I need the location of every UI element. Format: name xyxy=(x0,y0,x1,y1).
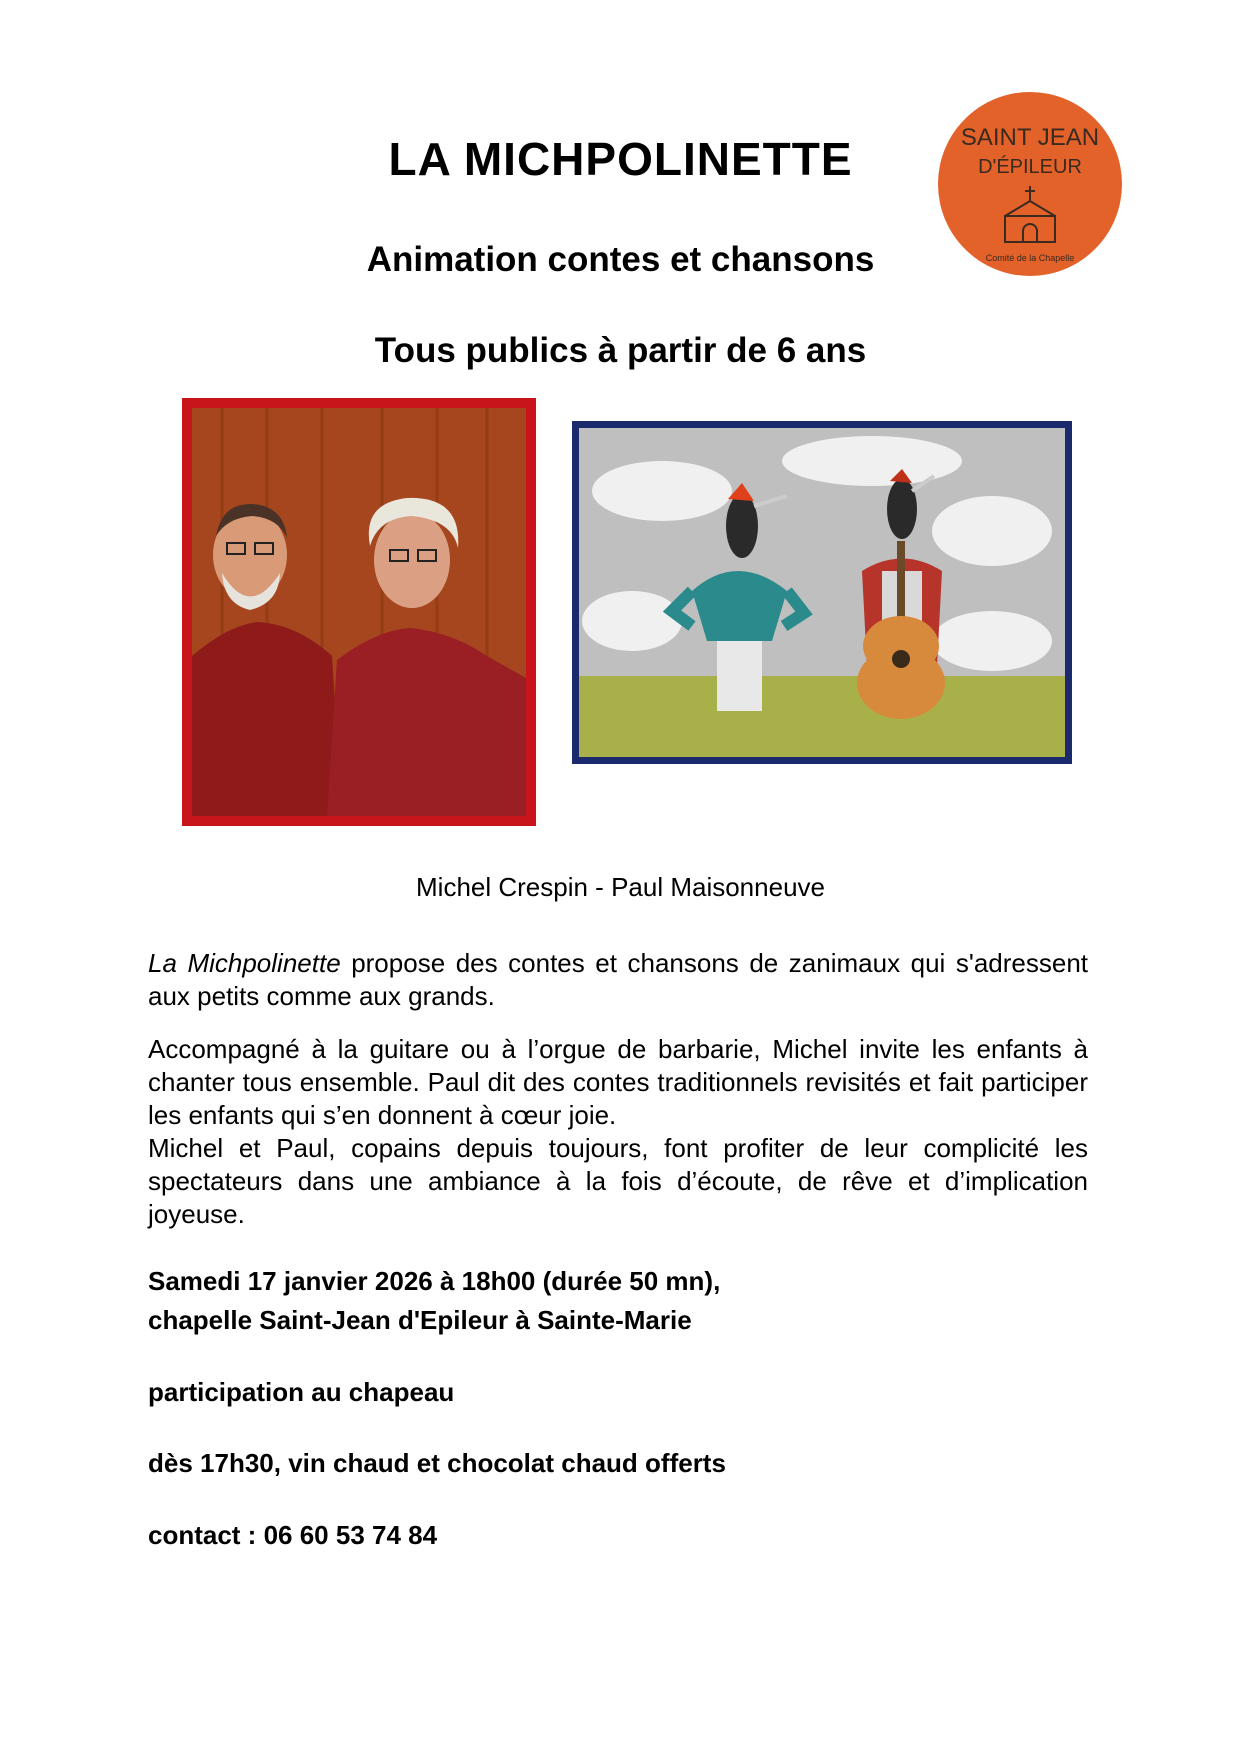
poster-subtitle: Animation contes et chansons xyxy=(366,240,875,279)
event-offer: dès 17h30, vin chaud et chocolat chaud offerts xyxy=(148,1448,726,1478)
saint-jean-logo xyxy=(937,91,1123,277)
troupe-name: La Michpolinette xyxy=(148,948,341,978)
photo-caption: Michel Crespin - Paul Maisonneuve xyxy=(416,872,825,902)
logo-tagline: Comité de la Chapelle xyxy=(985,253,1075,263)
logo-line1: SAINT JEAN xyxy=(960,124,1100,151)
musicians-photo xyxy=(182,398,536,826)
poster-title: LA MICHPOLINETTE xyxy=(388,133,853,185)
event-location: chapelle Saint-Jean d'Epileur à Sainte-Marie xyxy=(148,1305,692,1335)
event-date: Samedi 17 janvier 2026 à 18h00 (durée 50 mn), xyxy=(148,1266,721,1296)
description-p2-text: Accompagné à la guitare ou à l’orgue de barbarie, Michel invite les enfants à chanter tous ensemble. Paul dit des contes traditionnels revisités et fait participer les enfants qui s’en donnent à cœur joie. xyxy=(148,1034,1088,1130)
logo-line2: D'ÉPILEUR xyxy=(978,156,1082,178)
description-paragraph-2 xyxy=(148,1033,1088,1231)
description-p1-text: propose des contes et chansons de zanimaux qui s'adressent aux petits comme aux grands. xyxy=(148,948,1088,1011)
event-contact: contact : 06 60 53 74 84 xyxy=(148,1520,438,1550)
description-p3-text: Michel et Paul, copains depuis toujours, font profiter de leur complicité les spectateurs dans une ambiance à la fois d’écoute, de rêve et d’implication joyeuse. xyxy=(148,1133,1088,1229)
bird-musicians-illustration xyxy=(572,421,1072,764)
event-price: participation au chapeau xyxy=(148,1377,455,1407)
audience-line: Tous publics à partir de 6 ans xyxy=(374,331,867,370)
grass xyxy=(579,676,1065,757)
description-paragraph-1 xyxy=(148,947,1088,1013)
